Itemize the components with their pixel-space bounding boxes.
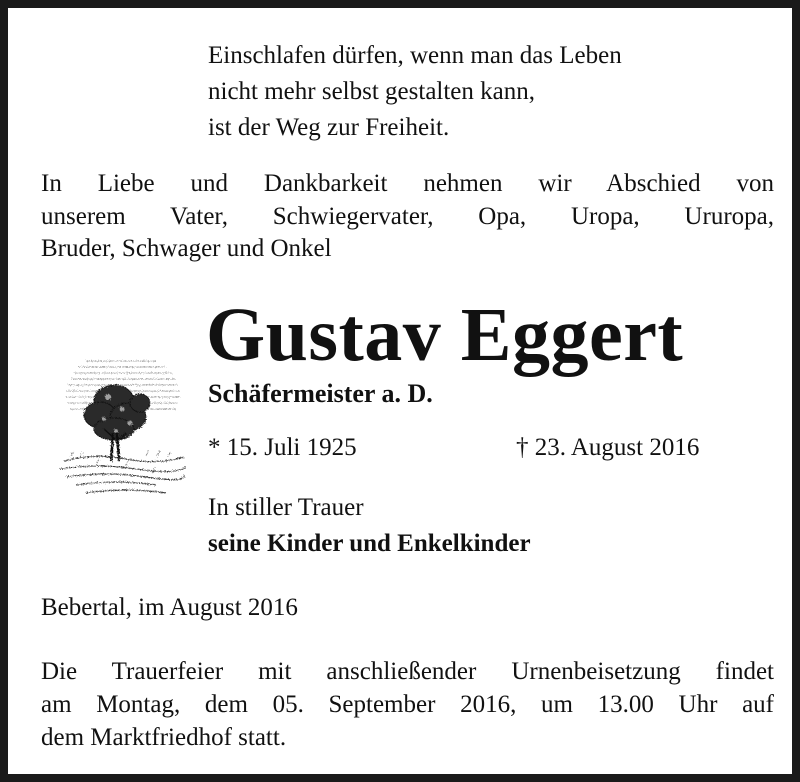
funeral-notice [41,655,774,754]
funeral-line: Die Trauerfeier mit anschließender Urnenbeisetzung findet [41,658,774,685]
intro-line: unserem Vater, Schwiegervater, Opa, Uropa, Ururopa, [41,202,774,230]
mourners: seine Kinder und Enkelkinder [208,530,531,557]
deceased-title: Schäfermeister a. D. [208,379,433,408]
intro-line: In Liebe und Dankbarkeit nehmen wir Abschied von [41,170,774,197]
intro-text [41,168,774,266]
motto-line: ist der Weg zur Freiheit. [208,114,450,141]
deceased-name: Gustav Eggert [206,293,684,377]
tree-landscape-icon [56,353,188,503]
intro-line: Bruder, Schwager und Onkel [41,235,332,262]
funeral-line: am Montag, dem 05. September 2016, um 13.00 Uhr auf [41,691,774,718]
death-date: † 23. August 2016 [516,434,700,461]
motto-line: Einschlafen dürfen, wenn man das Leben [208,42,622,69]
mourning-line: In stiller Trauer [208,494,364,521]
birth-date: * 15. Juli 1925 [208,434,357,461]
motto-verse [208,38,622,146]
place-date: Bebertal, im August 2016 [41,594,298,621]
mourning-block [208,490,531,562]
motto-line: nicht mehr selbst gestalten kann, [208,78,536,105]
funeral-line: dem Marktfriedhof statt. [41,724,287,751]
